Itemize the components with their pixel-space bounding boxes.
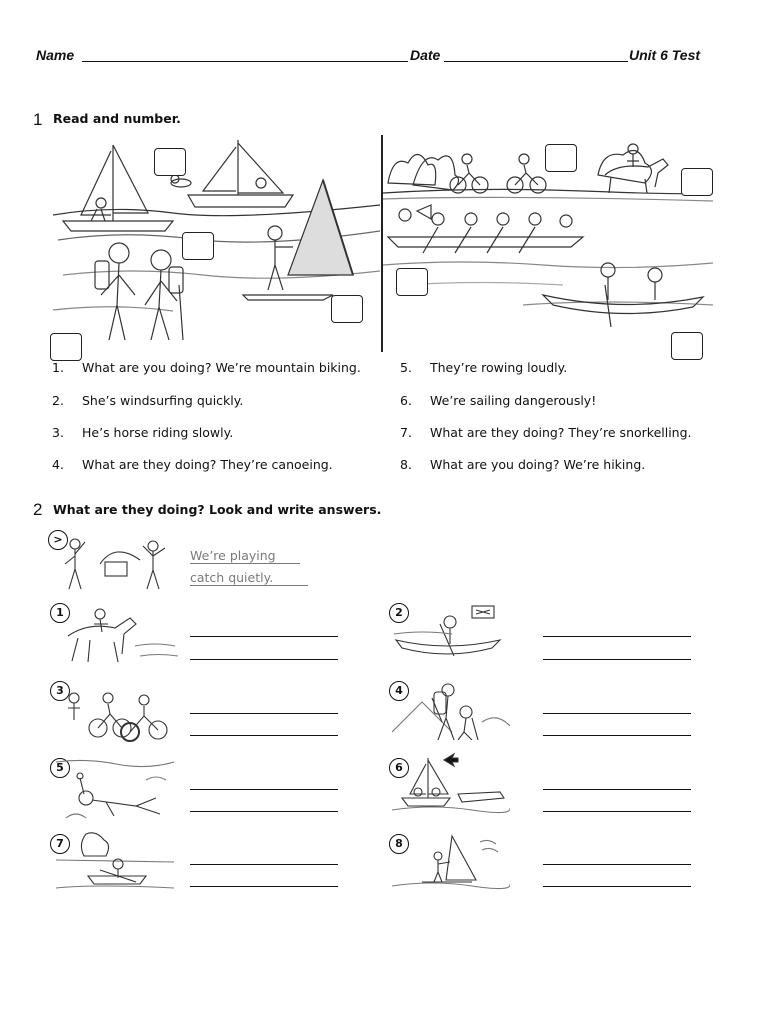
sentence-text: They’re rowing loudly.: [430, 360, 568, 375]
answer-box-sailing[interactable]: [154, 148, 186, 176]
sentence-number: 5.: [400, 360, 412, 375]
sentence-number: 6.: [400, 393, 412, 408]
sentence-1: [52, 360, 361, 375]
sentence-3: [52, 425, 233, 440]
section-2-title: What are they doing? Look and write answers.: [53, 502, 382, 517]
sentence-number: 2.: [52, 393, 64, 408]
item-2-answer-line-1[interactable]: [543, 636, 691, 637]
sentence-text: What are they doing? They’re canoeing.: [82, 457, 333, 472]
section-1-number: 1: [33, 110, 43, 129]
sentence-number: 3.: [52, 425, 64, 440]
item-4-answer-line-1[interactable]: [543, 713, 691, 714]
example-answer-line-2: catch quietly.: [190, 570, 308, 586]
sentence-number: 1.: [52, 360, 64, 375]
sailing-illustration: [392, 752, 510, 816]
item-1-answer-line-2[interactable]: [190, 659, 338, 660]
item-7-answer-line-1[interactable]: [190, 864, 338, 865]
sentence-7: [400, 425, 692, 440]
item-8-answer-line-1[interactable]: [543, 864, 691, 865]
sentence-text: What are you doing? We’re hiking.: [430, 457, 646, 472]
example-answer-line-1: We’re playing: [190, 548, 300, 564]
unit-label: Unit 6 Test: [629, 47, 701, 63]
windsurfing-illustration: [392, 832, 510, 892]
sentence-text: What are you doing? We’re mountain biking.: [82, 360, 361, 375]
sentence-2: [52, 393, 243, 408]
sentence-text: He’s horse riding slowly.: [82, 425, 234, 440]
name-label: Name: [36, 47, 75, 63]
item-5-answer-line-2[interactable]: [190, 811, 338, 812]
sentence-text: We’re sailing dangerously!: [430, 393, 597, 408]
item-3-number: 3: [50, 681, 70, 701]
canoeing-illustration: [392, 604, 510, 662]
item-7-number: 7: [50, 834, 70, 854]
item-5-number: 5: [50, 758, 70, 778]
item-5-answer-line-1[interactable]: [190, 789, 338, 790]
item-6-number: 6: [389, 758, 409, 778]
answer-box-horse-riding[interactable]: [681, 168, 713, 196]
sentence-8: [400, 457, 645, 472]
rowing-illustration: [56, 832, 174, 892]
item-7-answer-line-2[interactable]: [190, 886, 338, 887]
horse-riding-illustration: [60, 606, 178, 664]
item-2-number: 2: [389, 603, 409, 623]
example-illustration: [55, 534, 173, 592]
item-3-answer-line-2[interactable]: [190, 735, 338, 736]
snorkelling-illustration: [56, 758, 174, 822]
section-2-number: 2: [33, 500, 43, 519]
item-6-answer-line-2[interactable]: [543, 811, 691, 812]
answer-box-rowing[interactable]: [396, 268, 428, 296]
sentence-number: 4.: [52, 457, 64, 472]
sentence-number: 7.: [400, 425, 412, 440]
sentence-number: 8.: [400, 457, 412, 472]
sentence-4: [52, 457, 333, 472]
sentence-text: She’s windsurfing quickly.: [82, 393, 244, 408]
example-marker: >: [48, 530, 68, 550]
sentence-text: What are they doing? They’re snorkelling.: [430, 425, 692, 440]
item-4-number: 4: [389, 681, 409, 701]
hiking-illustration: [392, 682, 510, 740]
item-8-answer-line-2[interactable]: [543, 886, 691, 887]
answer-box-mountain-biking[interactable]: [545, 144, 577, 172]
answer-box-snorkelling[interactable]: [182, 232, 214, 260]
answer-box-windsurfing[interactable]: [331, 295, 363, 323]
answer-box-hiking[interactable]: [50, 333, 82, 361]
sentence-5: [400, 360, 567, 375]
item-3-answer-line-1[interactable]: [190, 713, 338, 714]
item-4-answer-line-2[interactable]: [543, 735, 691, 736]
item-6-answer-line-1[interactable]: [543, 789, 691, 790]
date-field[interactable]: [444, 61, 628, 62]
sentence-6: [400, 393, 596, 408]
item-2-answer-line-2[interactable]: [543, 659, 691, 660]
answer-box-canoeing[interactable]: [671, 332, 703, 360]
date-label: Date: [410, 47, 441, 63]
item-1-answer-line-1[interactable]: [190, 636, 338, 637]
name-field[interactable]: [82, 61, 408, 62]
section-1-title: Read and number.: [53, 111, 181, 126]
item-8-number: 8: [389, 834, 409, 854]
mountain-biking-illustration: [60, 684, 178, 742]
item-1-number: 1: [50, 603, 70, 623]
